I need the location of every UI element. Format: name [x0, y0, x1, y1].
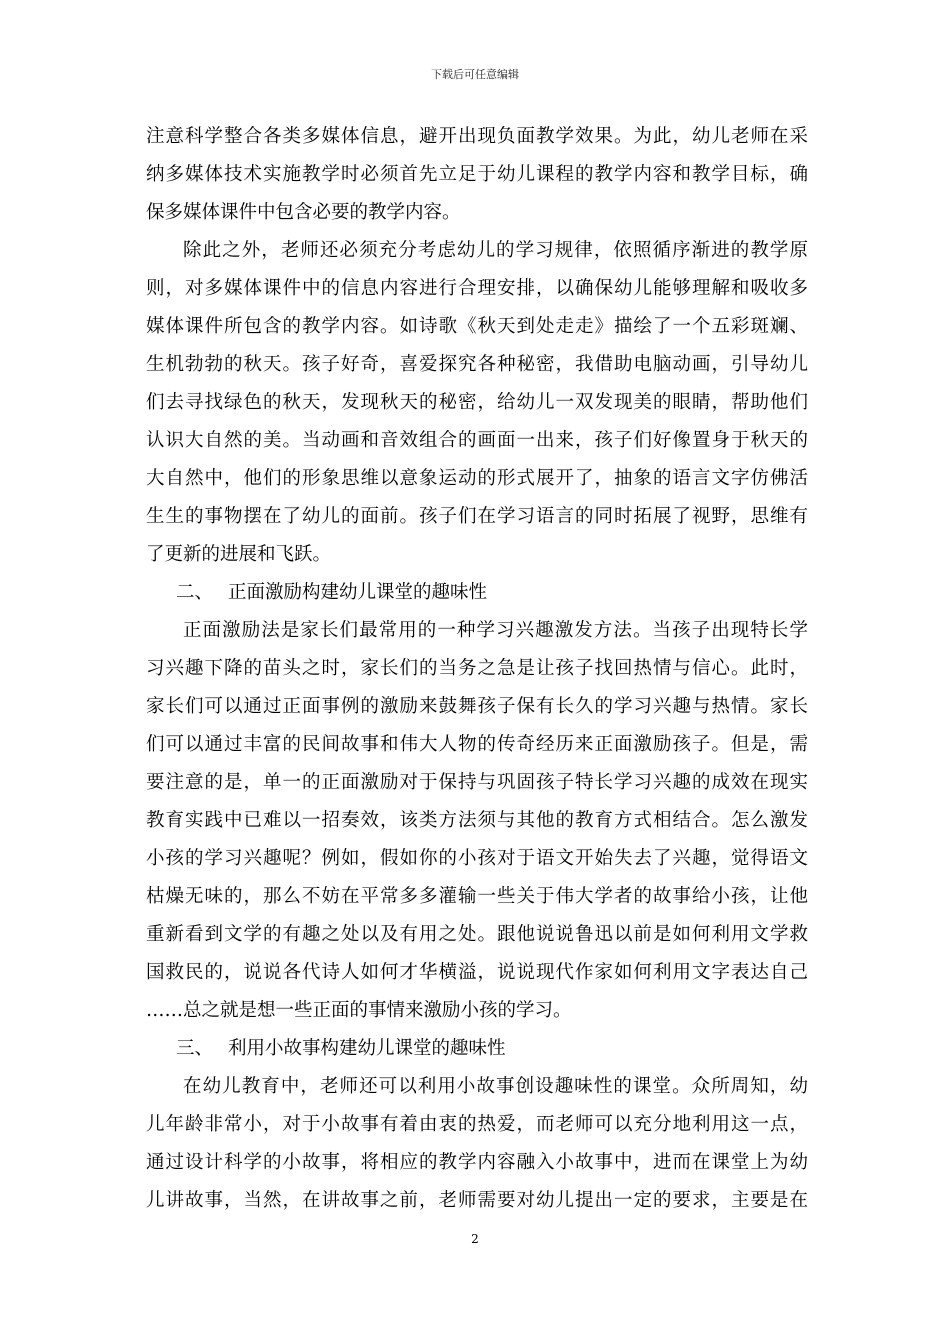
- paragraph-learning-rules: [146, 232, 808, 574]
- paragraph-positive-motivation: [146, 612, 808, 1030]
- document-body: [146, 118, 808, 1220]
- text-line: 教育实践中已难以一招奏效，该类方法须与其他的教育方式相结合。怎么激发: [146, 810, 808, 831]
- text-line: 要注意的是，单一的正面激励对于保持与巩固孩子特长学习兴趣的成效在现实: [146, 772, 808, 793]
- section-heading-2: [146, 574, 808, 612]
- page-number: 2: [471, 1232, 479, 1246]
- section-title: 正面激励构建幼儿课堂的趣味性: [228, 582, 488, 603]
- text-line: 们可以通过丰富的民间故事和伟大人物的传奇经历来正面激励孩子。但是，需: [146, 734, 808, 755]
- text-line: 生机勃勃的秋天。孩子好奇，喜爱探究各种秘密，我借助电脑动画，引导幼儿: [146, 354, 808, 375]
- text-line: 儿讲故事，当然，在讲故事之前，老师需要对幼儿提出一定的要求，主要是在: [146, 1190, 808, 1211]
- text-line: 除此之外，老师还必须充分考虑幼儿的学习规律，依照循序渐进的教学原: [183, 240, 808, 261]
- text-line: 们去寻找绿色的秋天，发现秋天的秘密，给幼儿一双发现美的眼睛，帮助他们: [146, 392, 808, 413]
- section-number: 二、: [176, 582, 214, 603]
- text-line: 通过设计科学的小故事，将相应的教学内容融入小故事中，进而在课堂上为幼: [146, 1152, 808, 1173]
- text-line: 重新看到文学的有趣之处以及有用之处。跟他说说鲁迅以前是如何利用文学救: [146, 924, 808, 945]
- text-line: 儿年龄非常小，对于小故事有着由衷的热爱，而老师可以充分地利用这一点，: [146, 1114, 808, 1135]
- page-header: 下载后可任意编辑: [431, 68, 519, 81]
- text-line: 枯燥无味的，那么不妨在平常多多灌输一些关于伟大学者的故事给小孩，让他: [146, 886, 808, 907]
- text-line: 则，对多媒体课件中的信息内容进行合理安排，以确保幼儿能够理解和吸收多: [146, 278, 808, 299]
- text-line: 纳多媒体技术实施教学时必须首先立足于幼儿课程的教学内容和教学目标，确: [146, 164, 808, 185]
- section-title: 利用小故事构建幼儿课堂的趣味性: [228, 1038, 506, 1059]
- paragraph-small-stories: [146, 1068, 808, 1220]
- text-line: 媒体课件所包含的教学内容。如诗歌《秋天到处走走》描绘了一个五彩斑斓、: [146, 316, 808, 337]
- text-line: 注意科学整合各类多媒体信息，避开出现负面教学效果。为此，幼儿老师在采: [146, 126, 808, 147]
- text-line: 家长们可以通过正面事例的激励来鼓舞孩子保有长久的学习兴趣与热情。家长: [146, 696, 808, 717]
- text-line: 了更新的进展和飞跃。: [146, 544, 332, 565]
- text-line: ……总之就是想一些正面的事情来激励小孩的学习。: [146, 1000, 572, 1021]
- text-line: 小孩的学习兴趣呢？例如，假如你的小孩对于语文开始失去了兴趣，觉得语文: [146, 848, 808, 869]
- text-line: 认识大自然的美。当动画和音效组合的画面一出来，孩子们好像置身于秋天的: [146, 430, 808, 451]
- text-line: 国救民的，说说各代诗人如何才华横溢，说说现代作家如何利用文字表达自己: [146, 962, 808, 983]
- text-line: 在幼儿教育中，老师还可以利用小故事创设趣味性的课堂。众所周知，幼: [183, 1076, 808, 1097]
- section-number: 三、: [176, 1038, 214, 1059]
- text-line: 习兴趣下降的苗头之时，家长们的当务之急是让孩子找回热情与信心。此时，: [146, 658, 808, 679]
- text-line: 大自然中，他们的形象思维以意象运动的形式展开了，抽象的语言文字仿佛活: [146, 468, 808, 489]
- section-heading-3: [146, 1030, 808, 1068]
- text-line: 保多媒体课件中包含必要的教学内容。: [146, 202, 461, 223]
- text-line: 生生的事物摆在了幼儿的面前。孩子们在学习语言的同时拓展了视野，思维有: [146, 506, 808, 527]
- paragraph-multimedia-integration: [146, 118, 808, 232]
- text-line: 正面激励法是家长们最常用的一种学习兴趣激发方法。当孩子出现特长学: [183, 620, 808, 641]
